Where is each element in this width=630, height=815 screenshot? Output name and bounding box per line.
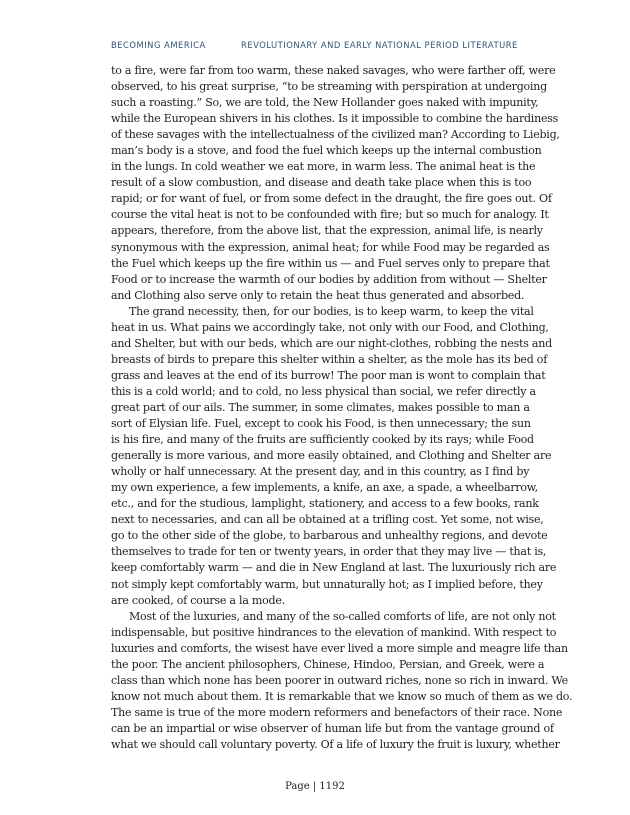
text-line: The same is true of the more modern reformers and benefactors of their race. None (111, 705, 563, 719)
text-line: rapid; or for want of fuel, or from some defect in the draught, the fire goes out. Of (111, 192, 552, 206)
text-line: grass and leaves at the end of its burrow! The poor man is wont to complain that (111, 368, 546, 382)
text-line: The grand necessity, then, for our bodies, is to keep warm, to keep the vital (129, 304, 534, 318)
header-section-title: REVOLUTIONARY AND EARLY NATIONAL PERIOD LITERATURE (241, 40, 518, 50)
text-line: observed, to his great surprise, “to be streaming with perspiration at undergoing (111, 80, 547, 94)
text-line: wholly or half unnecessary. At the present day, and in this country, as I find by (111, 465, 530, 479)
text-line: in the lungs. In cold weather we eat more, in warm less. The animal heat is the (111, 160, 536, 174)
text-line: to a fire, were far from too warm, these naked savages, who were farther off, were (111, 64, 556, 77)
text-line: not simply kept comfortably warm, but unnaturally hot; as I implied before, they (111, 577, 543, 591)
text-line: class than which none has been poorer in outward riches, none so rich in inward. We (111, 673, 568, 687)
text-line: heat in us. What pains we accordingly take, not only with our Food, and Clothing, (111, 320, 549, 334)
text-line: next to necessaries, and can all be obtained at a trifling cost. Yet some, not wise, (111, 513, 544, 527)
text-line: know not much about them. It is remarkable that we know so much of them as we do. (111, 689, 573, 703)
text-line: while the European shivers in his clothes. Is it impossible to combine the hardiness (111, 112, 559, 126)
text-line: keep comfortably warm — and die in New England at last. The luxuriously rich are (111, 561, 557, 575)
text-line: sort of Elysian life. Fuel, except to cook his Food, is then unnecessary; the sun (111, 417, 531, 431)
text-line: appears, therefore, from the above list, that the expression, animal life, is nearly (111, 224, 543, 238)
text-line: are cooked, of course a la mode. (111, 593, 285, 607)
body-text (111, 63, 573, 753)
text-line: breasts of birds to prepare this shelter within a shelter, as the mole has its bed of (111, 352, 548, 366)
page-number: Page | 1192 (285, 781, 345, 792)
text-line: course the vital heat is not to be confounded with fire; but so much for analogy. It (111, 208, 549, 222)
text-line: the poor. The ancient philosophers, Chinese, Hindoo, Persian, and Greek, were a (111, 657, 545, 671)
text-line: and Clothing also serve only to retain the heat thus generated and absorbed. (111, 288, 525, 302)
text-line: luxuries and comforts, the wisest have ever lived a more simple and meagre life than (111, 641, 568, 655)
text-line: such a roasting.” So, we are told, the New Hollander goes naked with impunity, (111, 96, 539, 110)
text-line: great part of our ails. The summer, in some climates, makes possible to man a (111, 400, 530, 414)
text-line: Most of the luxuries, and many of the so-called comforts of life, are not only not (129, 609, 556, 623)
text-line: result of a slow combustion, and disease and death take place when this is too (111, 176, 532, 190)
text-line: Food or to increase the warmth of our bodies by addition from without — Shelter (111, 272, 547, 286)
text-line: go to the other side of the globe, to barbarous and unhealthy regions, and devote (111, 529, 548, 543)
text-line: indispensable, but positive hindrances to the elevation of mankind. With respect to (111, 625, 557, 639)
text-line: the Fuel which keeps up the fire within us — and Fuel serves only to prepare that (111, 256, 550, 270)
text-line: and Shelter, but with our beds, which are our night-clothes, robbing the nests and (111, 336, 552, 350)
text-line: of these savages with the intellectualness of the civilized man? According to Liebig, (111, 128, 560, 142)
text-line: generally is more various, and more easily obtained, and Clothing and Shelter are (111, 449, 552, 463)
text-line: is his fire, and many of the fruits are sufficiently cooked by its rays; while Food (111, 433, 534, 447)
text-line: etc., and for the studious, lamplight, stationery, and access to a few books, rank (111, 497, 539, 511)
text-line: can be an impartial or wise observer of human life but from the vantage ground of (111, 721, 554, 735)
text-line: synonymous with the expression, animal heat; for while Food may be regarded as (111, 240, 550, 254)
text-line: themselves to trade for ten or twenty years, in order that they may live — that is, (111, 545, 547, 559)
text-line: this is a cold world; and to cold, no less physical than social, we refer directly a (111, 384, 536, 398)
text-line: my own experience, a few implements, a knife, an axe, a spade, a wheelbarrow, (111, 481, 538, 495)
running-header (111, 40, 531, 54)
header-book-title: BECOMING AMERICA (111, 40, 206, 50)
text-line: man’s body is a stove, and food the fuel which keeps up the internal combustion (111, 144, 542, 158)
text-line: what we should call voluntary poverty. Of a life of luxury the fruit is luxury, whether (111, 737, 560, 751)
